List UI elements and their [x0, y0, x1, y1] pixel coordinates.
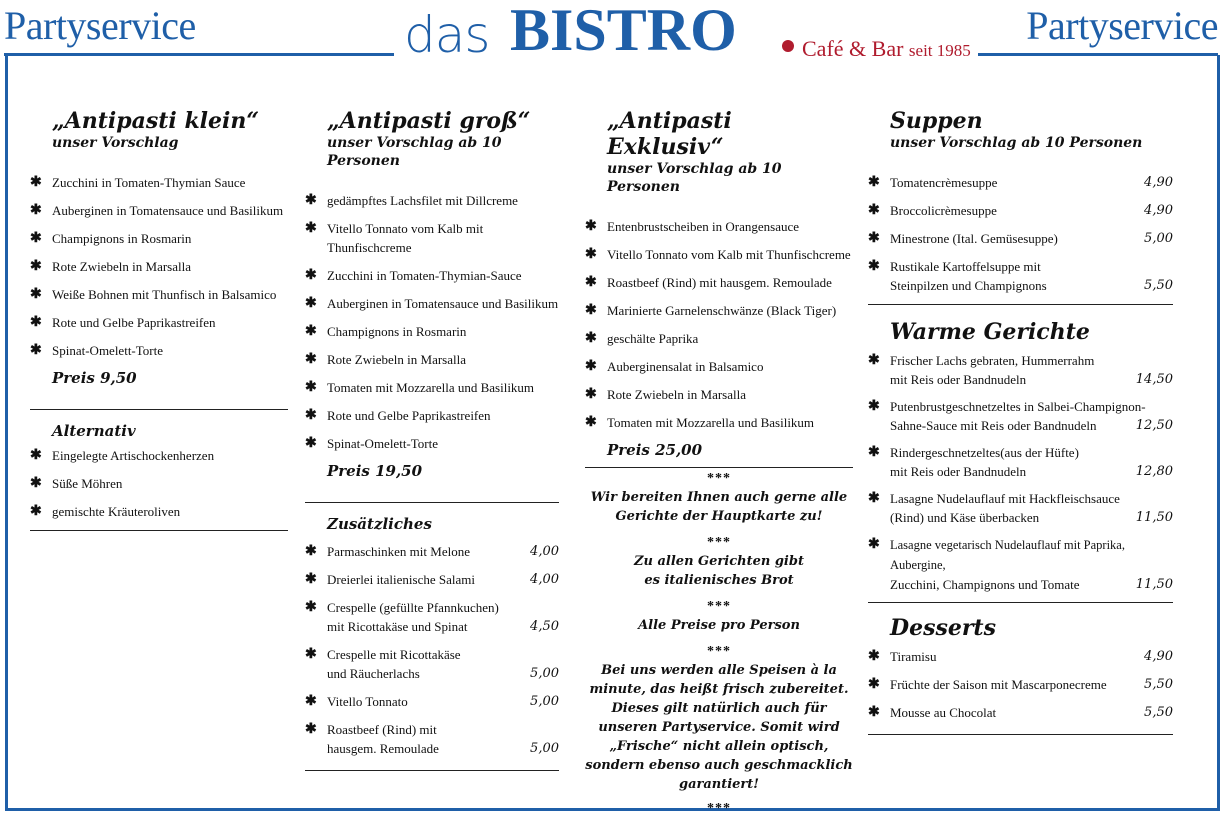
star-icon: ✱: [868, 491, 880, 506]
star-icon: ✱: [868, 649, 880, 664]
stars-divider: ***: [707, 644, 731, 659]
star-icon: ✱: [868, 677, 880, 692]
star-icon: ✱: [868, 259, 880, 274]
item-price: 5,50: [1144, 677, 1173, 692]
list-item: [585, 245, 853, 264]
item-text: Tiramisu: [890, 649, 937, 664]
list-item: [305, 542, 559, 561]
note-text: Alle Preise pro Person: [638, 618, 800, 633]
item-price: 5,50: [1144, 278, 1173, 293]
item-text: Crespelle mit Ricottakäse: [327, 647, 461, 662]
star-icon: ✱: [30, 504, 42, 519]
star-icon: ✱: [305, 380, 317, 395]
item-text-2: Steinpilzen und Champignons: [890, 278, 1047, 293]
note-text: Bei uns werden alle Speisen à la: [601, 663, 837, 678]
item-text-2: mit Reis oder Bandnudeln: [890, 372, 1027, 387]
item-price: 12,80: [1135, 464, 1173, 479]
item-text: Roastbeef (Rind) mit hausgem. Remoulade: [607, 275, 832, 290]
star-icon: ✱: [30, 476, 42, 491]
star-icon: ✱: [585, 247, 597, 262]
list-item: [868, 229, 1173, 248]
item-text: Spinat-Omelett-Torte: [52, 343, 164, 358]
list-item: [30, 313, 288, 332]
column-antipasti-gross: [305, 90, 559, 771]
item-price: 11,50: [1135, 510, 1173, 525]
item-text-2: und Räucherlachs: [327, 666, 420, 681]
star-icon: ✱: [305, 722, 317, 737]
item-text: Auberginen in Tomatensauce und Basilikum: [327, 296, 559, 311]
section-title: Alternativ: [52, 422, 136, 440]
item-price: 4,00: [530, 572, 559, 587]
star-icon: ✱: [585, 415, 597, 430]
star-icon: ✱: [585, 359, 597, 374]
list-item: [305, 692, 559, 711]
note-text: sondern ebenso auch geschmacklich: [585, 758, 853, 773]
item-text: Süße Möhren: [52, 476, 123, 491]
divider: [868, 734, 1173, 735]
item-text: Rustikale Kartoffelsuppe mit: [890, 259, 1041, 274]
star-icon: ✱: [305, 352, 317, 367]
list-item: [585, 301, 853, 320]
item-list: [868, 351, 1173, 594]
item-text: Entenbrustscheiben in Orangensauce: [607, 219, 800, 234]
divider: [30, 409, 288, 410]
item-text: geschälte Paprika: [607, 331, 699, 346]
note-text: minute, das heißt frisch zubereitet.: [589, 682, 849, 697]
logo-dot: [782, 40, 794, 52]
note-text: Zu allen Gerichten gibt: [634, 554, 804, 569]
item-text: Putenbrustgeschnetzeltes in Salbei-Champignon-: [890, 399, 1146, 414]
item-price: 5,00: [530, 666, 559, 681]
item-list: [305, 191, 559, 453]
list-item: [868, 675, 1173, 694]
price-total: Preis 25,00: [607, 441, 703, 459]
item-text: Tomatencrèmesuppe: [890, 175, 998, 190]
item-text: Broccolicrèmesuppe: [890, 203, 997, 218]
header-right-title: Partyservice: [1026, 3, 1218, 48]
item-text: Dreierlei italienische Salami: [327, 572, 475, 587]
price-total: Preis 19,50: [327, 462, 423, 480]
list-item: [868, 443, 1173, 481]
star-icon: ✱: [868, 399, 880, 414]
item-text: gemischte Kräuteroliven: [52, 504, 181, 519]
divider: [585, 467, 853, 468]
list-item: [305, 294, 559, 313]
divider: [305, 502, 559, 503]
note-text: unseren Partyservice. Somit wird: [598, 720, 840, 735]
item-text: Crespelle (gefüllte Pfannkuchen): [327, 600, 499, 615]
star-icon: ✱: [305, 268, 317, 283]
note-text: Gerichte der Hauptkarte zu!: [615, 509, 823, 524]
list-item: [305, 350, 559, 369]
star-icon: ✱: [30, 287, 42, 302]
star-icon: ✱: [30, 231, 42, 246]
star-icon: ✱: [868, 231, 880, 246]
item-text: Tomaten mit Mozzarella und Basilikum: [607, 415, 815, 430]
note-text: garantiert!: [678, 777, 759, 792]
list-item: [868, 647, 1173, 666]
star-icon: ✱: [305, 193, 317, 208]
list-item: [868, 351, 1173, 389]
item-text-2: Zucchini, Champignons und Tomate: [890, 577, 1080, 592]
section-title: Warme Gerichte: [890, 319, 1090, 345]
divider: [868, 602, 1173, 603]
item-text: gedämpftes Lachsfilet mit Dillcreme: [327, 193, 518, 208]
list-item: [305, 570, 559, 589]
item-price: 5,50: [1144, 705, 1173, 720]
item-list: [30, 173, 288, 360]
section-subtitle: unser Vorschlag ab 10 Personen: [607, 161, 782, 195]
item-text: Rote Zwiebeln in Marsalla: [327, 352, 466, 367]
header-left-title: Partyservice: [4, 3, 196, 48]
item-text: Spinat-Omelett-Torte: [327, 436, 439, 451]
item-text-2: hausgem. Remoulade: [327, 741, 439, 756]
star-icon: ✱: [868, 353, 880, 368]
item-price: 4,90: [1144, 175, 1173, 190]
list-item: [305, 378, 559, 397]
item-text: Eingelegte Artischockenherzen: [52, 448, 215, 463]
list-item: [305, 720, 559, 758]
star-icon: ✱: [305, 436, 317, 451]
star-icon: ✱: [305, 408, 317, 423]
item-text: Rindergeschnetzeltes(aus der Hüfte): [890, 445, 1079, 460]
item-text: Champignons in Rosmarin: [52, 231, 192, 246]
list-item: [30, 257, 288, 276]
list-item: [868, 173, 1173, 192]
item-text: Auberginensalat in Balsamico: [607, 359, 764, 374]
item-price: 5,00: [530, 741, 559, 756]
list-item: [30, 285, 288, 304]
list-item: [868, 703, 1173, 722]
item-text: Lasagne Nudelauflauf mit Hackfleischsauce: [890, 491, 1120, 506]
section-title: Suppen: [890, 108, 983, 134]
list-item: [585, 385, 853, 404]
item-price: 4,00: [530, 544, 559, 559]
item-text: Marinierte Garnelenschwänze (Black Tiger): [607, 303, 837, 318]
item-price: 5,00: [530, 694, 559, 709]
list-item: [305, 434, 559, 453]
star-icon: ✱: [30, 203, 42, 218]
stars-divider: ***: [707, 801, 731, 816]
item-text: Rote und Gelbe Paprikastreifen: [52, 315, 216, 330]
star-icon: ✱: [305, 296, 317, 311]
item-list: [868, 173, 1173, 295]
section-subtitle: unser Vorschlag: [52, 135, 179, 151]
section-title: „Antipasti groß“: [327, 108, 531, 134]
list-item: [585, 329, 853, 348]
list-item: [305, 598, 559, 636]
item-price: 14,50: [1135, 372, 1173, 387]
item-price: 4,90: [1144, 203, 1173, 218]
note-text: Wir bereiten Ihnen auch gerne alle: [590, 490, 848, 505]
item-list: [305, 542, 559, 758]
list-item: [585, 273, 853, 292]
star-icon: ✱: [305, 544, 317, 559]
stars-divider: ***: [707, 471, 731, 486]
star-icon: ✱: [868, 705, 880, 720]
star-icon: ✱: [585, 303, 597, 318]
star-icon: ✱: [30, 315, 42, 330]
item-text: Rote und Gelbe Paprikastreifen: [327, 408, 491, 423]
note-text: Dieses gilt natürlich auch für: [611, 701, 827, 716]
list-item: [30, 446, 288, 465]
item-text: Champignons in Rosmarin: [327, 324, 467, 339]
item-text: Parmaschinken mit Melone: [327, 544, 470, 559]
item-text-2: Sahne-Sauce mit Reis oder Bandnudeln: [890, 418, 1097, 433]
list-item: [305, 266, 559, 285]
column-suppen: [868, 90, 1173, 735]
star-icon: ✱: [868, 537, 880, 552]
item-text: Mousse au Chocolat: [890, 705, 997, 720]
star-icon: ✱: [305, 694, 317, 709]
item-text: Rote Zwiebeln in Marsalla: [52, 259, 191, 274]
note-text: es italienisches Brot: [644, 573, 794, 588]
list-item: [305, 406, 559, 425]
stars-divider: ***: [707, 535, 731, 550]
item-text: Frischer Lachs gebraten, Hummerrahm: [890, 353, 1095, 368]
logo-since: seit 1985: [908, 41, 971, 60]
star-icon: ✱: [585, 387, 597, 402]
item-text: Lasagne vegetarisch Nudelauflauf mit Paprika, Aubergine,: [890, 538, 1125, 572]
section-subtitle: unser Vorschlag ab 10 Personen: [327, 135, 502, 169]
star-icon: ✱: [585, 331, 597, 346]
star-icon: ✱: [30, 448, 42, 463]
list-item: [868, 257, 1173, 295]
star-icon: ✱: [868, 203, 880, 218]
item-text: Rote Zwiebeln in Marsalla: [607, 387, 746, 402]
item-price: 12,50: [1135, 418, 1173, 433]
section-subtitle: unser Vorschlag ab 10 Personen: [890, 135, 1143, 151]
stars-divider: ***: [707, 599, 731, 614]
item-list: [585, 217, 853, 432]
item-text: Minestrone (Ital. Gemüsesuppe): [890, 231, 1058, 246]
list-item: [30, 229, 288, 248]
list-item: [585, 413, 853, 432]
list-item: [305, 322, 559, 341]
star-icon: ✱: [305, 572, 317, 587]
item-text-2: mit Ricottakäse und Spinat: [327, 619, 468, 634]
note-text: „Frische“ nicht allein optisch,: [609, 739, 829, 754]
item-price: 11,50: [1135, 577, 1173, 592]
item-text: Zucchini in Tomaten-Thymian-Sauce: [327, 268, 522, 283]
star-icon: ✱: [30, 175, 42, 190]
list-item: [868, 489, 1173, 527]
item-text: Zucchini in Tomaten-Thymian Sauce: [52, 175, 246, 190]
item-price: 5,00: [1144, 231, 1173, 246]
item-text-2: (Rind) und Käse überbacken: [890, 510, 1040, 525]
logo-das: das: [404, 6, 490, 64]
item-price: 4,50: [530, 619, 559, 634]
column-antipasti-klein: [30, 90, 288, 531]
section-title: „Antipasti Exklusiv“: [607, 108, 732, 160]
item-text-2: mit Reis oder Bandnudeln: [890, 464, 1027, 479]
section-title: „Antipasti klein“: [52, 108, 260, 134]
list-item: [585, 217, 853, 236]
star-icon: ✱: [305, 647, 317, 662]
section-title: Desserts: [890, 615, 996, 641]
star-icon: ✱: [305, 324, 317, 339]
list-item: [30, 201, 288, 220]
list-item: [868, 201, 1173, 220]
list-item: [585, 357, 853, 376]
star-icon: ✱: [305, 221, 317, 236]
item-text: Tomaten mit Mozzarella und Basilikum: [327, 380, 535, 395]
list-item: [305, 191, 559, 210]
list-item: [305, 645, 559, 683]
logo-tag: Café & Bar: [802, 36, 904, 61]
item-text: Vitello Tonnato vom Kalb mit Thunfischcreme: [327, 221, 484, 255]
item-text: Weiße Bohnen mit Thunfisch in Balsamico: [52, 287, 277, 302]
star-icon: ✱: [868, 445, 880, 460]
item-text: Früchte der Saison mit Mascarponecreme: [890, 677, 1107, 692]
star-icon: ✱: [30, 259, 42, 274]
list-item: [30, 502, 288, 521]
item-text: Roastbeef (Rind) mit: [327, 722, 437, 737]
star-icon: ✱: [30, 343, 42, 358]
star-icon: ✱: [585, 275, 597, 290]
divider: [305, 770, 559, 771]
list-item: [30, 341, 288, 360]
star-icon: ✱: [305, 600, 317, 615]
item-list: [30, 446, 288, 521]
list-item: [868, 535, 1173, 594]
list-item: [305, 219, 559, 257]
list-item: [30, 173, 288, 192]
item-list: [868, 647, 1173, 722]
column-antipasti-exklusiv: [585, 90, 853, 818]
section-title: Zusätzliches: [327, 515, 432, 533]
divider: [30, 530, 288, 531]
item-text: Vitello Tonnato: [327, 694, 408, 709]
list-item: [868, 397, 1173, 435]
star-icon: ✱: [868, 175, 880, 190]
item-text: Auberginen in Tomatensauce und Basilikum: [52, 203, 284, 218]
item-price: 4,90: [1144, 649, 1173, 664]
logo-bistro: BISTRO: [510, 0, 737, 63]
price-total: Preis 9,50: [52, 369, 137, 387]
item-text: Vitello Tonnato vom Kalb mit Thunfischcreme: [607, 247, 851, 262]
divider: [868, 304, 1173, 305]
list-item: [30, 474, 288, 493]
star-icon: ✱: [585, 219, 597, 234]
